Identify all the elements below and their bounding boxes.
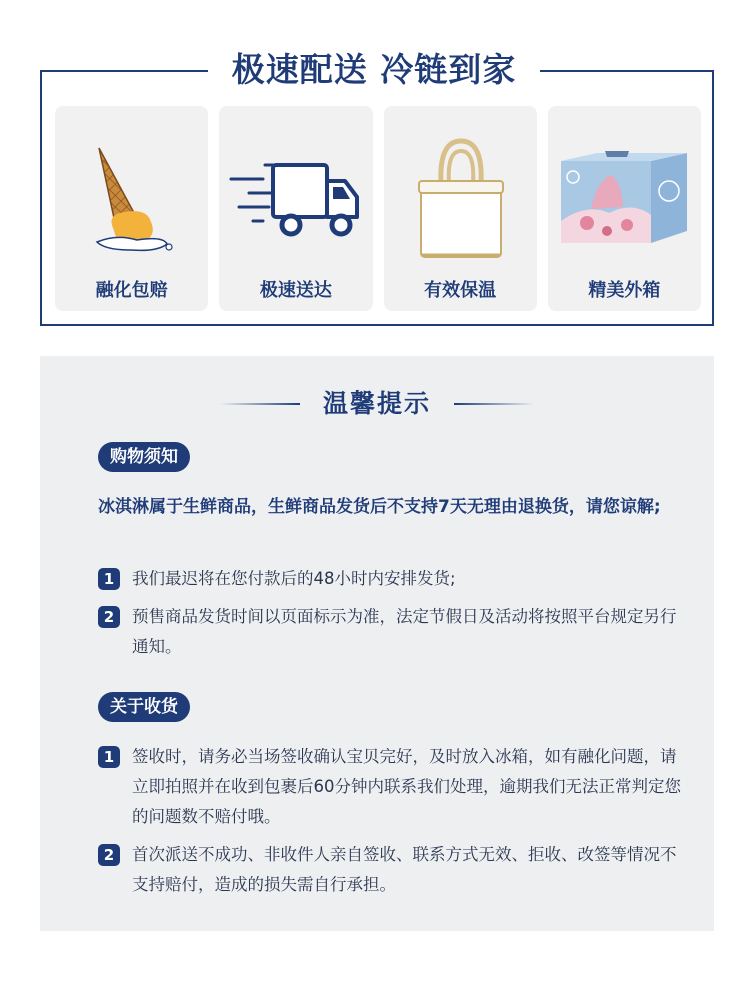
receipt-notice-tag: 关于收货 — [98, 692, 190, 722]
item-number-badge: 1 — [98, 746, 120, 768]
purchase-lead-text: 冰淇淋属于生鲜商品，生鲜商品发货后不支持7天无理由退换货，请您谅解; — [98, 497, 661, 517]
feature-label-insulated: 有效保温 — [424, 280, 497, 301]
item-text: 我们最迟将在您付款后的48小时内安排发货; — [132, 569, 456, 588]
notice-panel — [40, 356, 714, 931]
feature-label-box: 精美外箱 — [588, 280, 661, 301]
section-title: 极速配送 冷链到家 — [231, 50, 517, 89]
item-text: 签收时，请务必当场签收确认宝贝完好，及时放入冰箱，如有融化问题，请立即拍照并在收到包裹后60分钟内联系我们处理，逾期我们无法正常判定您的问题数不赔付哦。 — [132, 747, 681, 826]
feature-label-fast: 极速送达 — [259, 280, 332, 301]
insulated-bag-icon — [384, 134, 538, 264]
item-number-badge: 2 — [98, 844, 120, 866]
gift-box-icon — [548, 134, 702, 264]
list-item — [98, 602, 688, 662]
title-divider-right — [454, 403, 534, 405]
feature-card-melt — [55, 106, 208, 311]
item-number-badge: 2 — [98, 606, 120, 628]
item-number-badge: 1 — [98, 568, 120, 590]
frame-top-line-right — [540, 70, 714, 72]
notice-title: 温馨提示 — [322, 389, 431, 418]
frame-top-line-left — [40, 70, 208, 72]
feature-cards — [55, 106, 701, 311]
melted-ice-cream-icon — [55, 134, 209, 264]
feature-card-box — [548, 106, 701, 311]
feature-label-melt: 融化包赔 — [95, 280, 168, 301]
feature-card-fast — [219, 106, 372, 311]
feature-card-insulated — [384, 106, 537, 311]
list-item — [98, 840, 688, 900]
list-item — [98, 742, 688, 832]
list-item — [98, 564, 688, 594]
purchase-notice-tag: 购物须知 — [98, 442, 190, 472]
item-text: 首次派送不成功、非收件人亲自签收、联系方式无效、拒收、改签等情况不支持赔付，造成的损失需自行承担。 — [132, 845, 677, 894]
fast-delivery-truck-icon — [219, 134, 373, 264]
item-text: 预售商品发货时间以页面标示为准，法定节假日及活动将按照平台规定另行通知。 — [132, 607, 677, 656]
